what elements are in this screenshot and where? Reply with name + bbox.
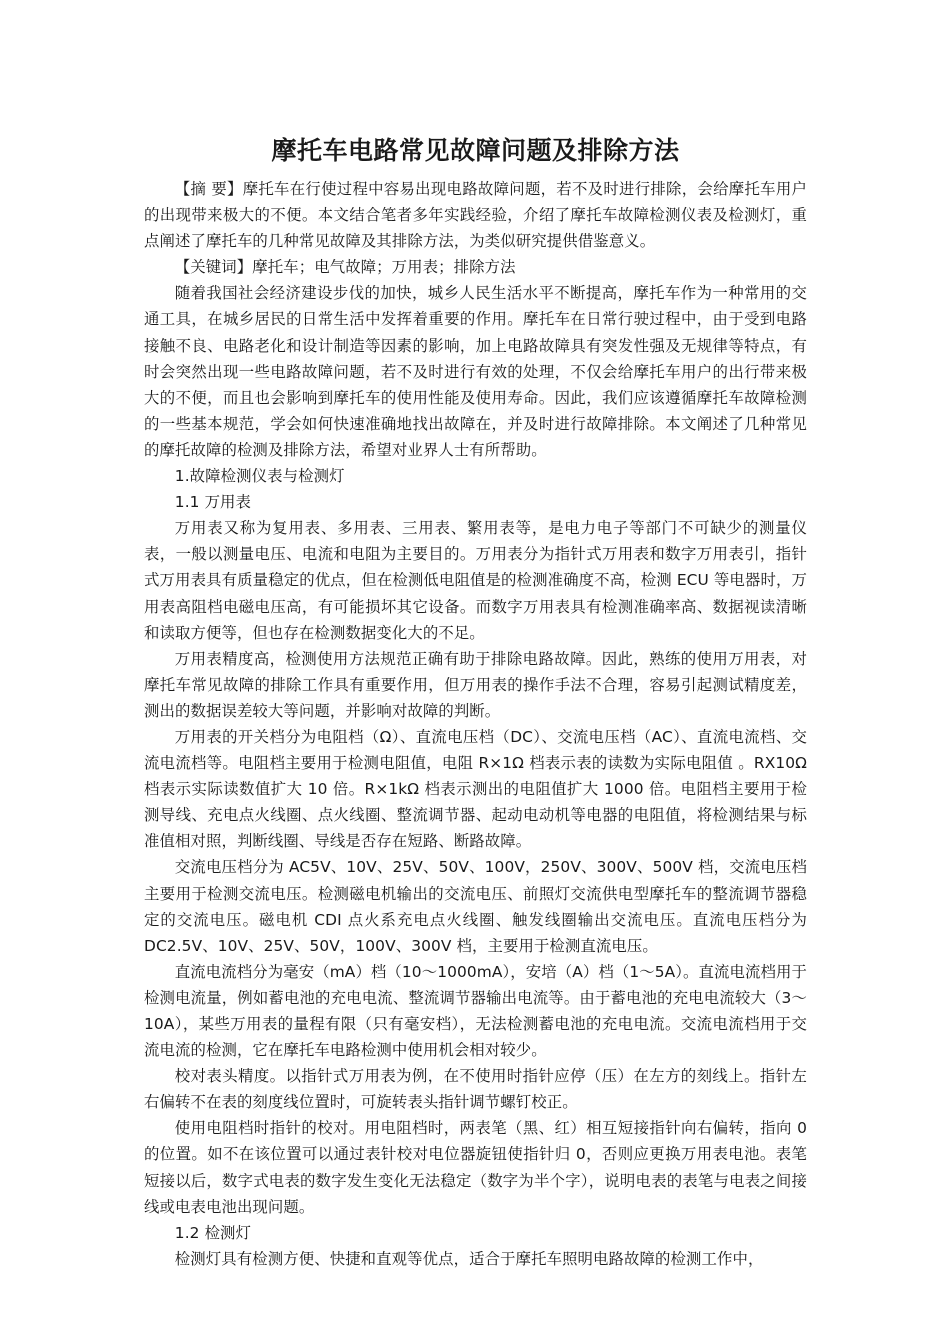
subsection-heading-test-lamp: 1.2 检测灯 <box>174 1223 252 1242</box>
body-paragraph: 校对表头精度。以指针式万用表为例，在不使用时指针应停（压）在左方的刻线上。指针左右偏转不在表的刻度线位置时，可旋转表头指针调节螺钉校正。 <box>144 1067 807 1112</box>
body-paragraph: 直流电流档分为毫安（mA）档（10～1000mA），安培（A）档（1～5A）。直流电流档用于检测电流量，例如蓄电池的充电电流、整流调节器输出电流等。由于蓄电池的充电电流较大（3～10A），某些万用表的量程有限（只有毫安档），无法检测蓄电池的充电电流。交流电流档用于交流电流的检测，它在摩托车电路检测中使用机会相对较少。 <box>144 962 807 1060</box>
body-paragraph: 交流电压档分为 AC5V、10V、25V、50V、100V，250V、300V、500V 档，交流电压档主要用于检测交流电压。检测磁电机输出的交流电压、前照灯交流供电型摩托车的整流调节器稳定的交流电压。磁电机 CDI 点火系充电点火线圈、触发线圈输出交流电压。直流电压档分为 DC2.5V、10V、25V、50V，100V、300V 档，主要用于检测直流电压。 <box>144 858 807 955</box>
body-paragraph: 万用表精度高，检测使用方法规范正确有助于排除电路故障。因此，熟练的使用万用表，对摩托车常见故障的排除工作具有重要作用，但万用表的操作手法不合理，容易引起测试精度差，测出的数据误差较大等问题，并影响对故障的判断。 <box>144 649 807 720</box>
body-paragraph: 使用电阻档时指针的校对。用电阻档时，两表笔（黑、红）相互短接指针向右偏转，指向 0 的位置。如不在该位置可以通过表针校对电位器旋钮使指针归 0，否则应更换万用表电池。表笔短接以后，数字式电表的数字发生变化无法稳定（数字为半个字），说明电表的表笔与电表之间接线或电表电池出现问题。 <box>144 1119 807 1216</box>
document-title: 摩托车电路常见故障问题及排除方法 <box>271 136 680 165</box>
body-paragraph: 万用表又称为复用表、多用表、三用表、繁用表等，是电力电子等部门不可缺少的测量仪表，一般以测量电压、电流和电阻为主要目的。万用表分为指针式万用表和数字万用表引，指针式万用表具有质量稳定的优点，但在检测低电阻值是的检测准确度不高，检测 ECU 等电器时，万用表高阻档电磁电压高，有可能损坏其它设备。而数字万用表具有检测准确率高、数据视读清晰和读取方便等，但也存在检测数据变化大的不足。 <box>144 519 807 642</box>
subsection-heading-multimeter: 1.1 万用表 <box>174 493 252 512</box>
section-heading: 1.故障检测仪表与检测灯 <box>174 467 345 486</box>
body-paragraph: 检测灯具有检测方便、快捷和直观等优点，适合于摩托车照明电路故障的检测工作中， <box>174 1249 764 1268</box>
abstract-paragraph: 【摘 要】摩托车在行使过程中容易出现电路故障问题，若不及时进行排除，会给摩托车用户的出现带来极大的不便。本文结合笔者多年实践经验，介绍了摩托车故障检测仪表及检测灯，重点阐述了摩托车的几种常见故障及其排除方法，为类似研究提供借鉴意义。 <box>144 180 807 251</box>
body-paragraph: 万用表的开关档分为电阻档（Ω）、直流电压档（DC）、交流电压档（AC）、直流电流档、交流电流档等。电阻档主要用于检测电阻值，电阻 R×1Ω 档表示表的读数为实际电阻值 。RX10Ω 档表示实际读数值扩大 10 倍。R×1kΩ 档表示测出的电阻值扩大 1000 倍。电阻档主要用于检测导线、充电点火线圈、点火线圈、整流调节器、起动电动机等电器的电阻值，将检测结果与标准值相对照，判断线圈、导线是否存在短路、断路故障。 <box>144 727 807 851</box>
keywords-paragraph: 【关键词】摩托车；电气故障；万用表；排除方法 <box>174 258 516 277</box>
intro-paragraph: 随着我国社会经济建设步伐的加快，城乡人民生活水平不断提高，摩托车作为一种常用的交通工具，在城乡居民的日常生活中发挥着重要的作用。摩托车在日常行驶过程中，由于受到电路接触不良、电路老化和设计制造等因素的影响，加上电路故障具有突发性强及无规律等特点，有时会突然出现一些电路故障问题，若不及时进行有效的处理，不仅会给摩托车用户的出行带来极大的不便，而且也会影响到摩托车的使用性能及使用寿命。因此，我们应该遵循摩托车故障检测的一些基本规范，学会如何快速准确地找出故障在，并及时进行故障排除。本文阐述了几种常见的摩托故障的检测及排除方法，希望对业界人士有所帮助。 <box>144 284 807 459</box>
